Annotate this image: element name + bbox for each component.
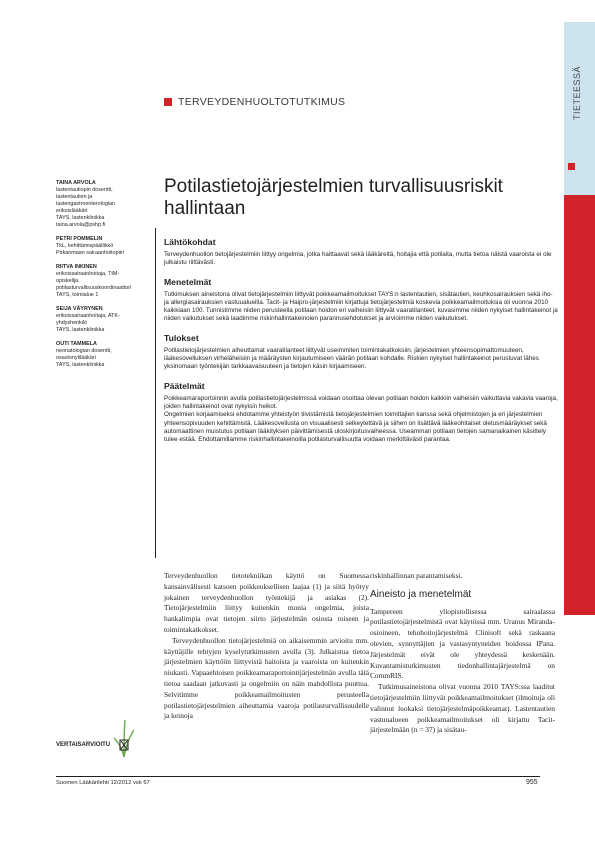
peer-review-label: VERTAISARVIOITU xyxy=(56,742,111,748)
author-list xyxy=(56,180,156,376)
body-paragraph: Terveydenhuollon tietojärjestelmiä on aikaisemmin arvioitu mm. käyttäjille tehtyjen kyselytutkimusten avulla (3). Julkaistua tietoa järjestelmien käyttöön liittyvistä haitoista ja vaaroista on kuitenkin niukasti. Vapaaehtoisen poikkeamaraportointijärjestelmän avulla tätä tietoa saadaan jatkuvasti ja ongelmiin on näin mahdollista puuttua. Selvitimme poikkeamailmoitusten perusteella potilastietojärjestelmien aiheuttamia vaaroja potilasturvallisuudelle ja keinoja xyxy=(164,635,369,721)
peer-review-logo-icon xyxy=(112,718,136,758)
side-tab-label: TIETEESSÄ xyxy=(572,65,582,120)
author-entry xyxy=(56,264,156,299)
footer-rule xyxy=(56,776,540,777)
author-entry xyxy=(56,341,156,369)
abstract-paragraph: Tutkimuksen aineistona olivat tietojärjestelmiin liittyvät poikkeamailmoitukset TAYS:n lastentautien, sisätautien, keuhkosairauksien sekä iho- ja allergiasairauksien vastuualueilla. Tacit- ja Haipro-järjestelmiin kirjattuja tietojärjestelmiä koskevia poikkeamailmoituksia oli vuonna 2010 kaikkiaan 100. Tunnistimme niiden perusteella potilaan hoidon eri vaiheisiin liittyvät vaaratilanteet, kuvasimme niiden nykyiset hallintakeinot ja niiden vaikutukset sekä laadimme riskinhallintakeinoien parannusehdotukset ja arvioimme niiden vaikutukset. xyxy=(164,290,558,323)
author-affiliation: TkL, kehittämispäällikkö Pirkanmaan sairaanhoitopiiri xyxy=(56,243,125,256)
author-affiliation: lastentautiopin dosentti, lastentautien ja lastengastroenterologian erikoislääkäri TAYS, lastenklinikka taina.arvola@pshp.fi xyxy=(56,187,116,228)
author-entry xyxy=(56,236,156,257)
section-label: TERVEYDENHUOLTOTUTKIMUS xyxy=(178,96,346,108)
author-name: OUTI TAMMELA xyxy=(56,341,97,347)
side-tab-marker-icon xyxy=(568,163,575,170)
abstract-heading: Lähtökohdat xyxy=(164,237,216,247)
body-paragraph: Tutkimusaineistona olivat vuonna 2010 TAYS:ssa laaditut tietojärjestelmiin liittyvät poikkeamailmoitukset (ilmoituja oli valinnut luokaksi tietojärjestelmäpoikkeamat). Lastentautien vastuualueen poikkeamailmoitukset oli kirjattu Tacit-järjestelmään (n = 37) ja sisätau- xyxy=(370,682,555,735)
abstract-paragraph: Terveydenhuollon tietojärjestelmiin liittyy ongelmia, jotka haittaavat sekä lääkäreitä, hoitajia että potilaita, mutta tietoa näistä vaaroista ei ole julkaistu riittävästi. xyxy=(164,251,552,267)
abstract-heading: Päätelmät xyxy=(164,380,205,391)
page-number: 955 xyxy=(526,779,538,786)
side-tab-bottom xyxy=(564,195,595,615)
body-paragraph: Terveydenhuollon tietotekniikan käyttö on Suomessa kansainvälisesti katsoen poikkeuksellisen laajaa (1) ja siitä hyötyy jokainen terveydenhuollon työntekijä ja asiakas (2). Tietojärjestelmiin liittyy kuitenkin monia ongelmia, joista hankalimpia ovat tietojen siirto järjestelmän osiosta toiseen ja toimintakatkokset. xyxy=(164,571,369,634)
body-column-right xyxy=(370,571,555,736)
abstract-paragraph: Ongelmien korjaamiseksi ehdotamme yhteistyön tiivistämistä tietojärjestelmien toimittajien kanssa sekä ohjelmistojen ja eri järjestelmien yhteensopivuuden kehittämistä. Lääkesovellusta on visuaalisesti selkeytettävä ja siihen on lisättävä lääkeohitaiset oletusmääräykset sekä automaattinen muistutus potilaan lääkityksen päivittämisestä uloskirjoitusvaiheessa. Useamman potilaan tietojen samanaikainen käsittely tulee estää. Ehdottamillamme riskinhallintakeinoilla potilasturvallisuutta voidaan merkittävästi parantaa. xyxy=(164,411,547,444)
author-name: PETRI POMMELIN xyxy=(56,236,103,242)
author-affiliation: erikoissairaanhoitaja, TtM- opiskelija, potilasturvallisuuskoordinaattori TAYS, toimialue 1 xyxy=(56,271,132,298)
body-subheading: Aineisto ja menetelmät xyxy=(370,588,472,600)
author-affiliation: erikoissairaanhoitaja, ATK- yhdyshenkilö TAYS, lastenklinikka xyxy=(56,313,120,333)
abstract-paragraph: Poikkeamaraportoinnin avulla potilastietojärjestelmissä voidaan osoittaa olevan potilaan hoidon kaikkiin vaiheisiin vaikuttavia vakavia vaaroja, joiden hallintakeinot ovat nykyisin heikot. xyxy=(164,394,558,410)
abstract-paragraph: Potilastietojärjestelmien aiheuttamat vaaratilanteet liittyvät useimmiten toimintakatkoksiin, järjestelmien yhteensopimattomuuteen, lääkesovelluksen virheläheisiin ja määräysten kirjautumiseen väärän potilaan kohdalle. Riskien nykyiset hallintakeinot perustuvat lähes yksinomaan työntekijän tarkkaavaisuuteen ja tietojen käsin kirjaamiseen. xyxy=(164,346,539,371)
abstract xyxy=(164,237,558,444)
author-entry xyxy=(56,180,156,229)
author-name: RIITVA INKINEN xyxy=(56,264,97,270)
abstract-heading: Menetelmät xyxy=(164,276,212,287)
author-affiliation: neonatologian dosentti, osastonylilääkäri TAYS, lastenklinikka xyxy=(56,348,112,368)
section-marker-icon xyxy=(164,98,172,106)
body-column-left xyxy=(164,571,369,722)
author-entry xyxy=(56,306,156,334)
author-name: TAINA ARVOLA xyxy=(56,180,96,186)
body-paragraph: riskinhallinnan parantamiseksi. xyxy=(370,571,463,580)
abstract-heading: Tulokset xyxy=(164,332,199,343)
author-name: SEIJA VÄYRYNEN xyxy=(56,306,103,312)
body-paragraph: Tampereen yliopistollisessa sairaalassa potilastietojärjestelmistä ovat käytössä mm. Uranus Miranda-osioineen, tehohoitojärjestelmä Clinisoft sekä raskaana olevien, synnyttäjien ja vastasyntyneiden hoidossa IPana. Järjestelmät eivät ole yhteydessä keskenään. Kuvantamistutkimusten tiedonhallintajärjestelmä on CommRIS. xyxy=(370,606,555,681)
article-title: Potilastietojärjestelmien turvallisuusriskit hallintaan xyxy=(164,176,503,219)
footer-journal: Suomen Lääkärilehti 12/2012 vsk 67 xyxy=(56,780,150,786)
